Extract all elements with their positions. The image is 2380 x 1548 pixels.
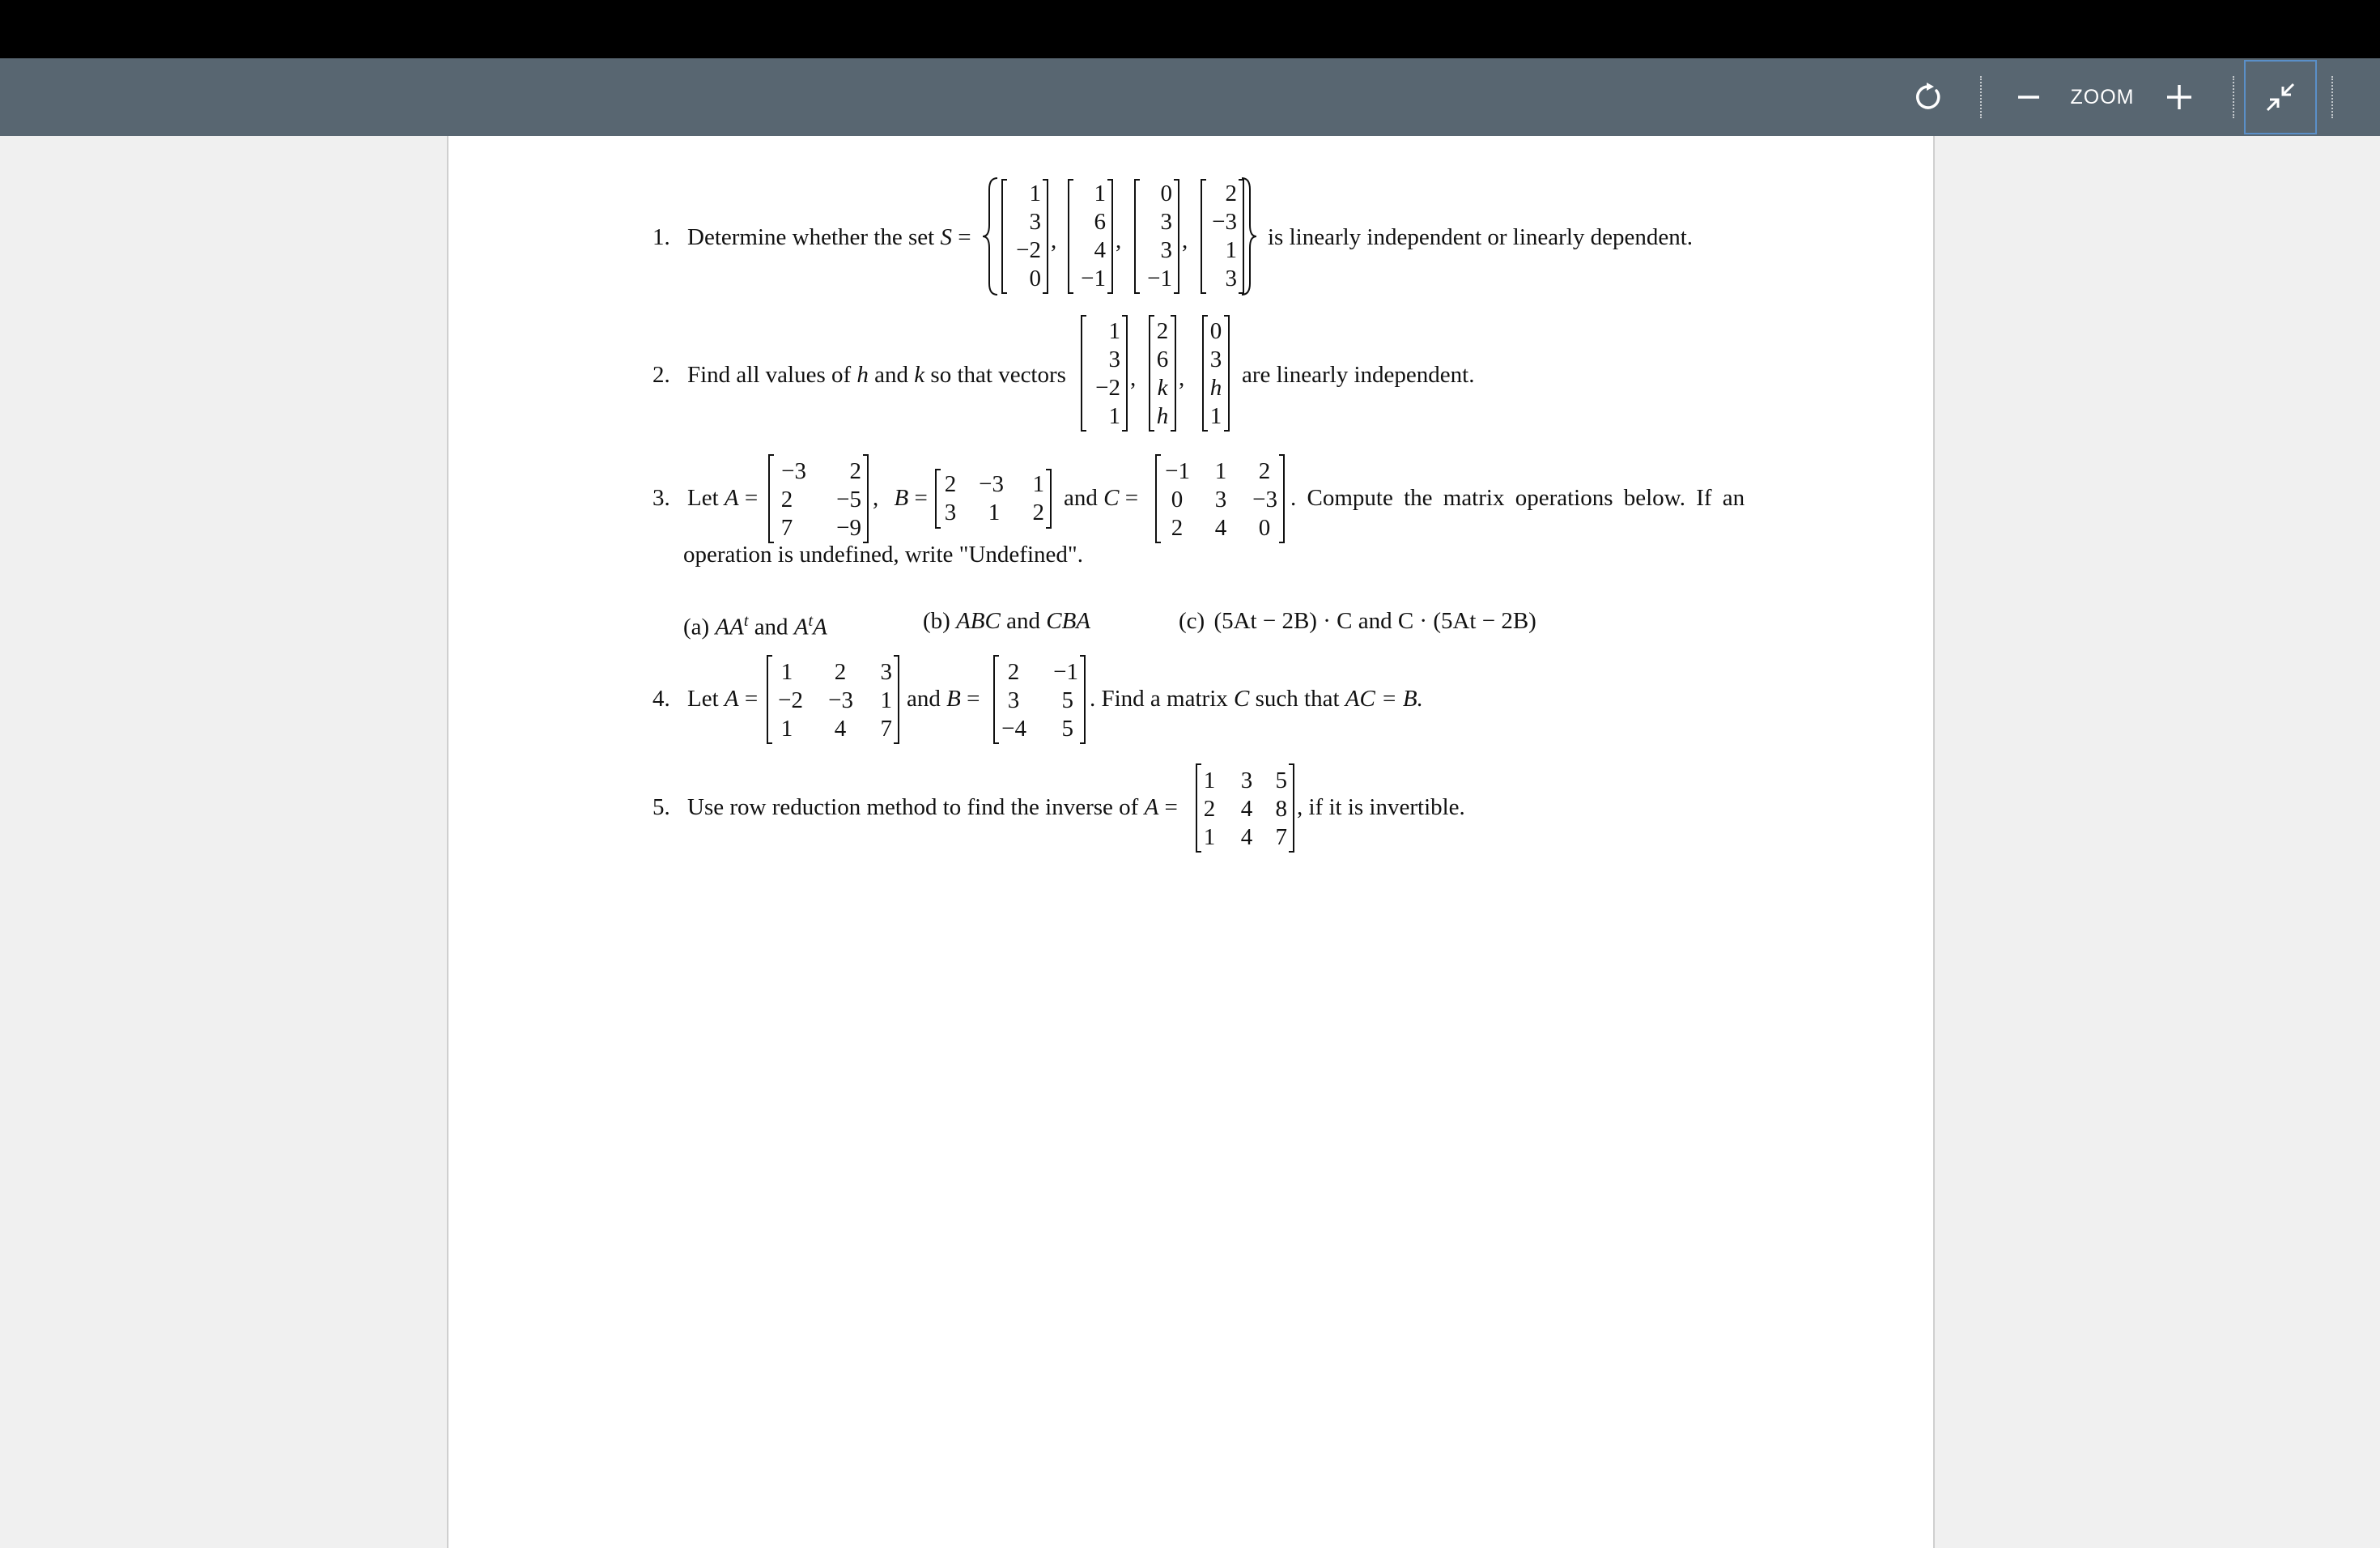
entry: 1 bbox=[1108, 318, 1120, 344]
vector-2 bbox=[1150, 316, 1175, 431]
toolbar-separator bbox=[1980, 76, 1982, 118]
entry: −3 bbox=[1252, 487, 1277, 512]
entry: −1 bbox=[1165, 458, 1190, 484]
entry: 2 bbox=[849, 458, 861, 484]
matrix-name-b: B bbox=[894, 485, 909, 511]
vector-1 bbox=[1082, 316, 1127, 431]
svg-text:,: , bbox=[1130, 365, 1137, 391]
set-symbol: S bbox=[940, 224, 952, 250]
math: AA bbox=[715, 614, 744, 640]
entry: 2 bbox=[1203, 796, 1216, 822]
problem-3-c-label bbox=[1064, 484, 1138, 512]
problem-4-matrix-a bbox=[766, 654, 900, 745]
entry: k bbox=[1157, 375, 1168, 401]
problem-1-vector-set bbox=[981, 173, 1258, 300]
exit-fullscreen-button[interactable] bbox=[2244, 60, 2317, 134]
equals-sign: = bbox=[958, 224, 971, 250]
entry: −1 bbox=[1053, 659, 1078, 685]
equals-sign: = bbox=[1124, 485, 1139, 511]
refresh-icon bbox=[1912, 81, 1944, 113]
entry: −5 bbox=[836, 487, 861, 512]
entry: −9 bbox=[836, 515, 861, 541]
zoom-in-icon bbox=[2165, 83, 2193, 111]
entry: 3 bbox=[1214, 487, 1227, 512]
vector-4 bbox=[1201, 180, 1243, 293]
matrix-name-a: A bbox=[1144, 794, 1159, 820]
problem-text: such that bbox=[1255, 686, 1340, 712]
matrix-name-c: C bbox=[1103, 485, 1120, 511]
problem-text: and bbox=[1064, 485, 1098, 511]
entry: −3 bbox=[979, 471, 1004, 497]
refresh-button[interactable] bbox=[1907, 58, 1949, 136]
problem-text: and bbox=[754, 614, 788, 640]
equals-sign: = bbox=[744, 485, 759, 511]
problem-2-vectors bbox=[1080, 313, 1242, 436]
math: A bbox=[813, 614, 827, 640]
problem-5: 5. Use row reduction method to find the inverse of A = bbox=[652, 794, 1178, 820]
entry: 2 bbox=[834, 659, 847, 685]
problem-text: and bbox=[874, 362, 909, 388]
problem-3-line-2: operation is undefined, write "Undefined". bbox=[683, 542, 1083, 568]
zoom-label-box bbox=[2066, 58, 2139, 136]
entry: 3 bbox=[880, 659, 892, 685]
entry: −3 bbox=[781, 458, 806, 484]
matrix-name-c: C bbox=[1234, 686, 1250, 712]
left-brace bbox=[983, 178, 997, 295]
entry: 3 bbox=[1007, 687, 1020, 713]
top-black-bar bbox=[0, 0, 2380, 58]
entry: 4 bbox=[1240, 824, 1253, 850]
problem-number: 2. bbox=[652, 362, 670, 388]
entry: −3 bbox=[828, 687, 853, 713]
entry: 2 bbox=[780, 487, 793, 512]
entry: 0 bbox=[1258, 515, 1271, 541]
svg-text:,: , bbox=[1051, 228, 1057, 253]
entry: −2 bbox=[1016, 237, 1041, 263]
zoom-out-icon bbox=[2017, 85, 2041, 109]
problem-3-matrix-c bbox=[1154, 453, 1290, 544]
svg-text:,: , bbox=[1116, 228, 1122, 253]
problem-text: and bbox=[1006, 608, 1040, 634]
vector-3 bbox=[1203, 316, 1229, 431]
entry: 3 bbox=[1240, 768, 1253, 793]
problem-3-matrix-a bbox=[767, 453, 873, 544]
problem-number: 3. bbox=[652, 485, 670, 511]
math: CBA bbox=[1046, 608, 1091, 634]
math: (5At − 2B) · C and C · (5At − 2B) bbox=[1213, 608, 1536, 634]
problem-1 bbox=[652, 223, 971, 251]
entry: h bbox=[1156, 403, 1169, 429]
entry: 3 bbox=[1108, 347, 1120, 372]
problem-4: 4. Let A = bbox=[652, 686, 759, 712]
problem-text: Find all values of bbox=[687, 362, 852, 388]
entry: h bbox=[1209, 375, 1222, 401]
entry: 3 bbox=[944, 500, 957, 525]
problem-3 bbox=[652, 484, 758, 512]
entry: 3 bbox=[1160, 209, 1172, 235]
entry: 1 bbox=[1209, 403, 1222, 429]
problem-4-end-text bbox=[1090, 685, 1423, 712]
entry: 2 bbox=[1171, 515, 1184, 541]
problem-number: 5. bbox=[652, 794, 670, 820]
math: AC = B. bbox=[1345, 686, 1423, 712]
entry: 1 bbox=[1203, 824, 1216, 850]
problem-text: Let bbox=[687, 485, 719, 511]
entry: 0 bbox=[1209, 318, 1222, 344]
entry: 2 bbox=[1225, 181, 1237, 206]
entry: 7 bbox=[1275, 824, 1287, 850]
zoom-in-button[interactable] bbox=[2163, 58, 2195, 136]
entry: 0 bbox=[1029, 266, 1041, 291]
entry: 8 bbox=[1275, 796, 1287, 822]
problem-1-end-text: is linearly independent or linearly dependent. bbox=[1268, 224, 1694, 250]
problem-2 bbox=[652, 361, 1066, 389]
matrix-name-a: A bbox=[724, 686, 739, 712]
problem-number: 4. bbox=[652, 686, 670, 712]
entry: −2 bbox=[1095, 375, 1120, 401]
zoom-out-button[interactable] bbox=[2012, 58, 2045, 136]
entry: 3 bbox=[1225, 266, 1237, 291]
problem-5-matrix-a bbox=[1195, 763, 1298, 853]
entry: 4 bbox=[1214, 515, 1227, 541]
problem-3-matrix-b bbox=[934, 468, 1056, 529]
entry: 6 bbox=[1094, 209, 1106, 235]
entry: 3 bbox=[1209, 347, 1222, 372]
entry: 4 bbox=[1240, 796, 1253, 822]
math: A bbox=[793, 614, 809, 640]
entry: 5 bbox=[1061, 716, 1073, 742]
entry: 2 bbox=[1156, 318, 1169, 344]
entry: −1 bbox=[1081, 266, 1106, 291]
vector-3 bbox=[1135, 180, 1179, 293]
var-k: k bbox=[914, 362, 925, 388]
part-label: (b) bbox=[923, 608, 950, 634]
entry: 6 bbox=[1156, 347, 1169, 372]
entry: 0 bbox=[1160, 181, 1172, 206]
vector-1 bbox=[1002, 180, 1048, 293]
problem-text: Determine whether the set bbox=[687, 224, 935, 250]
entry: −1 bbox=[1147, 266, 1172, 291]
problem-3-part-a bbox=[683, 607, 827, 641]
entry: 3 bbox=[1160, 237, 1172, 263]
entry: 1 bbox=[880, 687, 892, 713]
toolbar-separator bbox=[2331, 76, 2333, 118]
problem-text: . Find a matrix bbox=[1090, 686, 1228, 712]
matrix-name-a: A bbox=[724, 485, 739, 511]
problem-2-end-text: are linearly independent. bbox=[1242, 362, 1475, 388]
entry: 1 bbox=[1108, 403, 1120, 429]
svg-text:,: , bbox=[1179, 365, 1185, 391]
problem-5-end-text: , if it is invertible. bbox=[1297, 794, 1465, 820]
entry: −2 bbox=[778, 687, 803, 713]
svg-text:,: , bbox=[1182, 228, 1188, 253]
entry: 3 bbox=[1029, 209, 1041, 235]
part-label: (c) bbox=[1179, 608, 1205, 634]
var-h: h bbox=[856, 362, 869, 388]
entry: 1 bbox=[1214, 458, 1227, 484]
entry: 1 bbox=[780, 659, 793, 685]
entry: 7 bbox=[780, 515, 793, 541]
exit-fullscreen-icon bbox=[2264, 81, 2297, 113]
toolbar-separator bbox=[2233, 76, 2234, 118]
part-label: (a) bbox=[683, 614, 710, 640]
entry: 5 bbox=[1275, 768, 1287, 793]
problem-3-part-b bbox=[923, 607, 1090, 635]
math: t bbox=[743, 612, 749, 630]
problem-text: Use row reduction method to find the inverse of bbox=[687, 794, 1139, 820]
entry: 0 bbox=[1171, 487, 1184, 512]
problem-text: and bbox=[907, 686, 941, 712]
problem-3-end-text: . Compute the matrix operations below. If an bbox=[1290, 485, 1745, 511]
problem-3-b-label: , B = bbox=[873, 485, 928, 511]
problem-4-matrix-b bbox=[992, 654, 1090, 745]
entry: 2 bbox=[1258, 458, 1271, 484]
entry: 1 bbox=[1225, 237, 1237, 263]
problem-3-part-c bbox=[1179, 607, 1536, 635]
matrix-name-b: B bbox=[946, 686, 961, 712]
entry: 2 bbox=[1007, 659, 1020, 685]
problem-text: Let bbox=[687, 686, 719, 712]
entry: 4 bbox=[834, 716, 847, 742]
entry: 1 bbox=[1029, 181, 1041, 206]
entry: 1 bbox=[988, 500, 1001, 525]
entry: 7 bbox=[880, 716, 892, 742]
math: ABC bbox=[956, 608, 1001, 634]
entry: 1 bbox=[1094, 181, 1106, 206]
problem-4-b-label: and B = bbox=[907, 686, 980, 712]
vector-2 bbox=[1069, 180, 1112, 293]
math: t bbox=[808, 612, 814, 630]
entry: 1 bbox=[1203, 768, 1216, 793]
entry: 2 bbox=[1032, 500, 1044, 525]
equals-sign: = bbox=[914, 485, 928, 511]
problem-text: so that vectors bbox=[930, 362, 1066, 388]
entry: 5 bbox=[1061, 687, 1073, 713]
entry: −4 bbox=[1001, 716, 1026, 742]
entry: 1 bbox=[1032, 471, 1044, 497]
zoom-label: ZOOM bbox=[2070, 85, 2135, 108]
entry: 1 bbox=[780, 716, 793, 742]
entry: 4 bbox=[1094, 237, 1106, 263]
problem-number: 1. bbox=[652, 224, 670, 250]
entry: −3 bbox=[1212, 209, 1237, 235]
entry: 2 bbox=[944, 471, 957, 497]
